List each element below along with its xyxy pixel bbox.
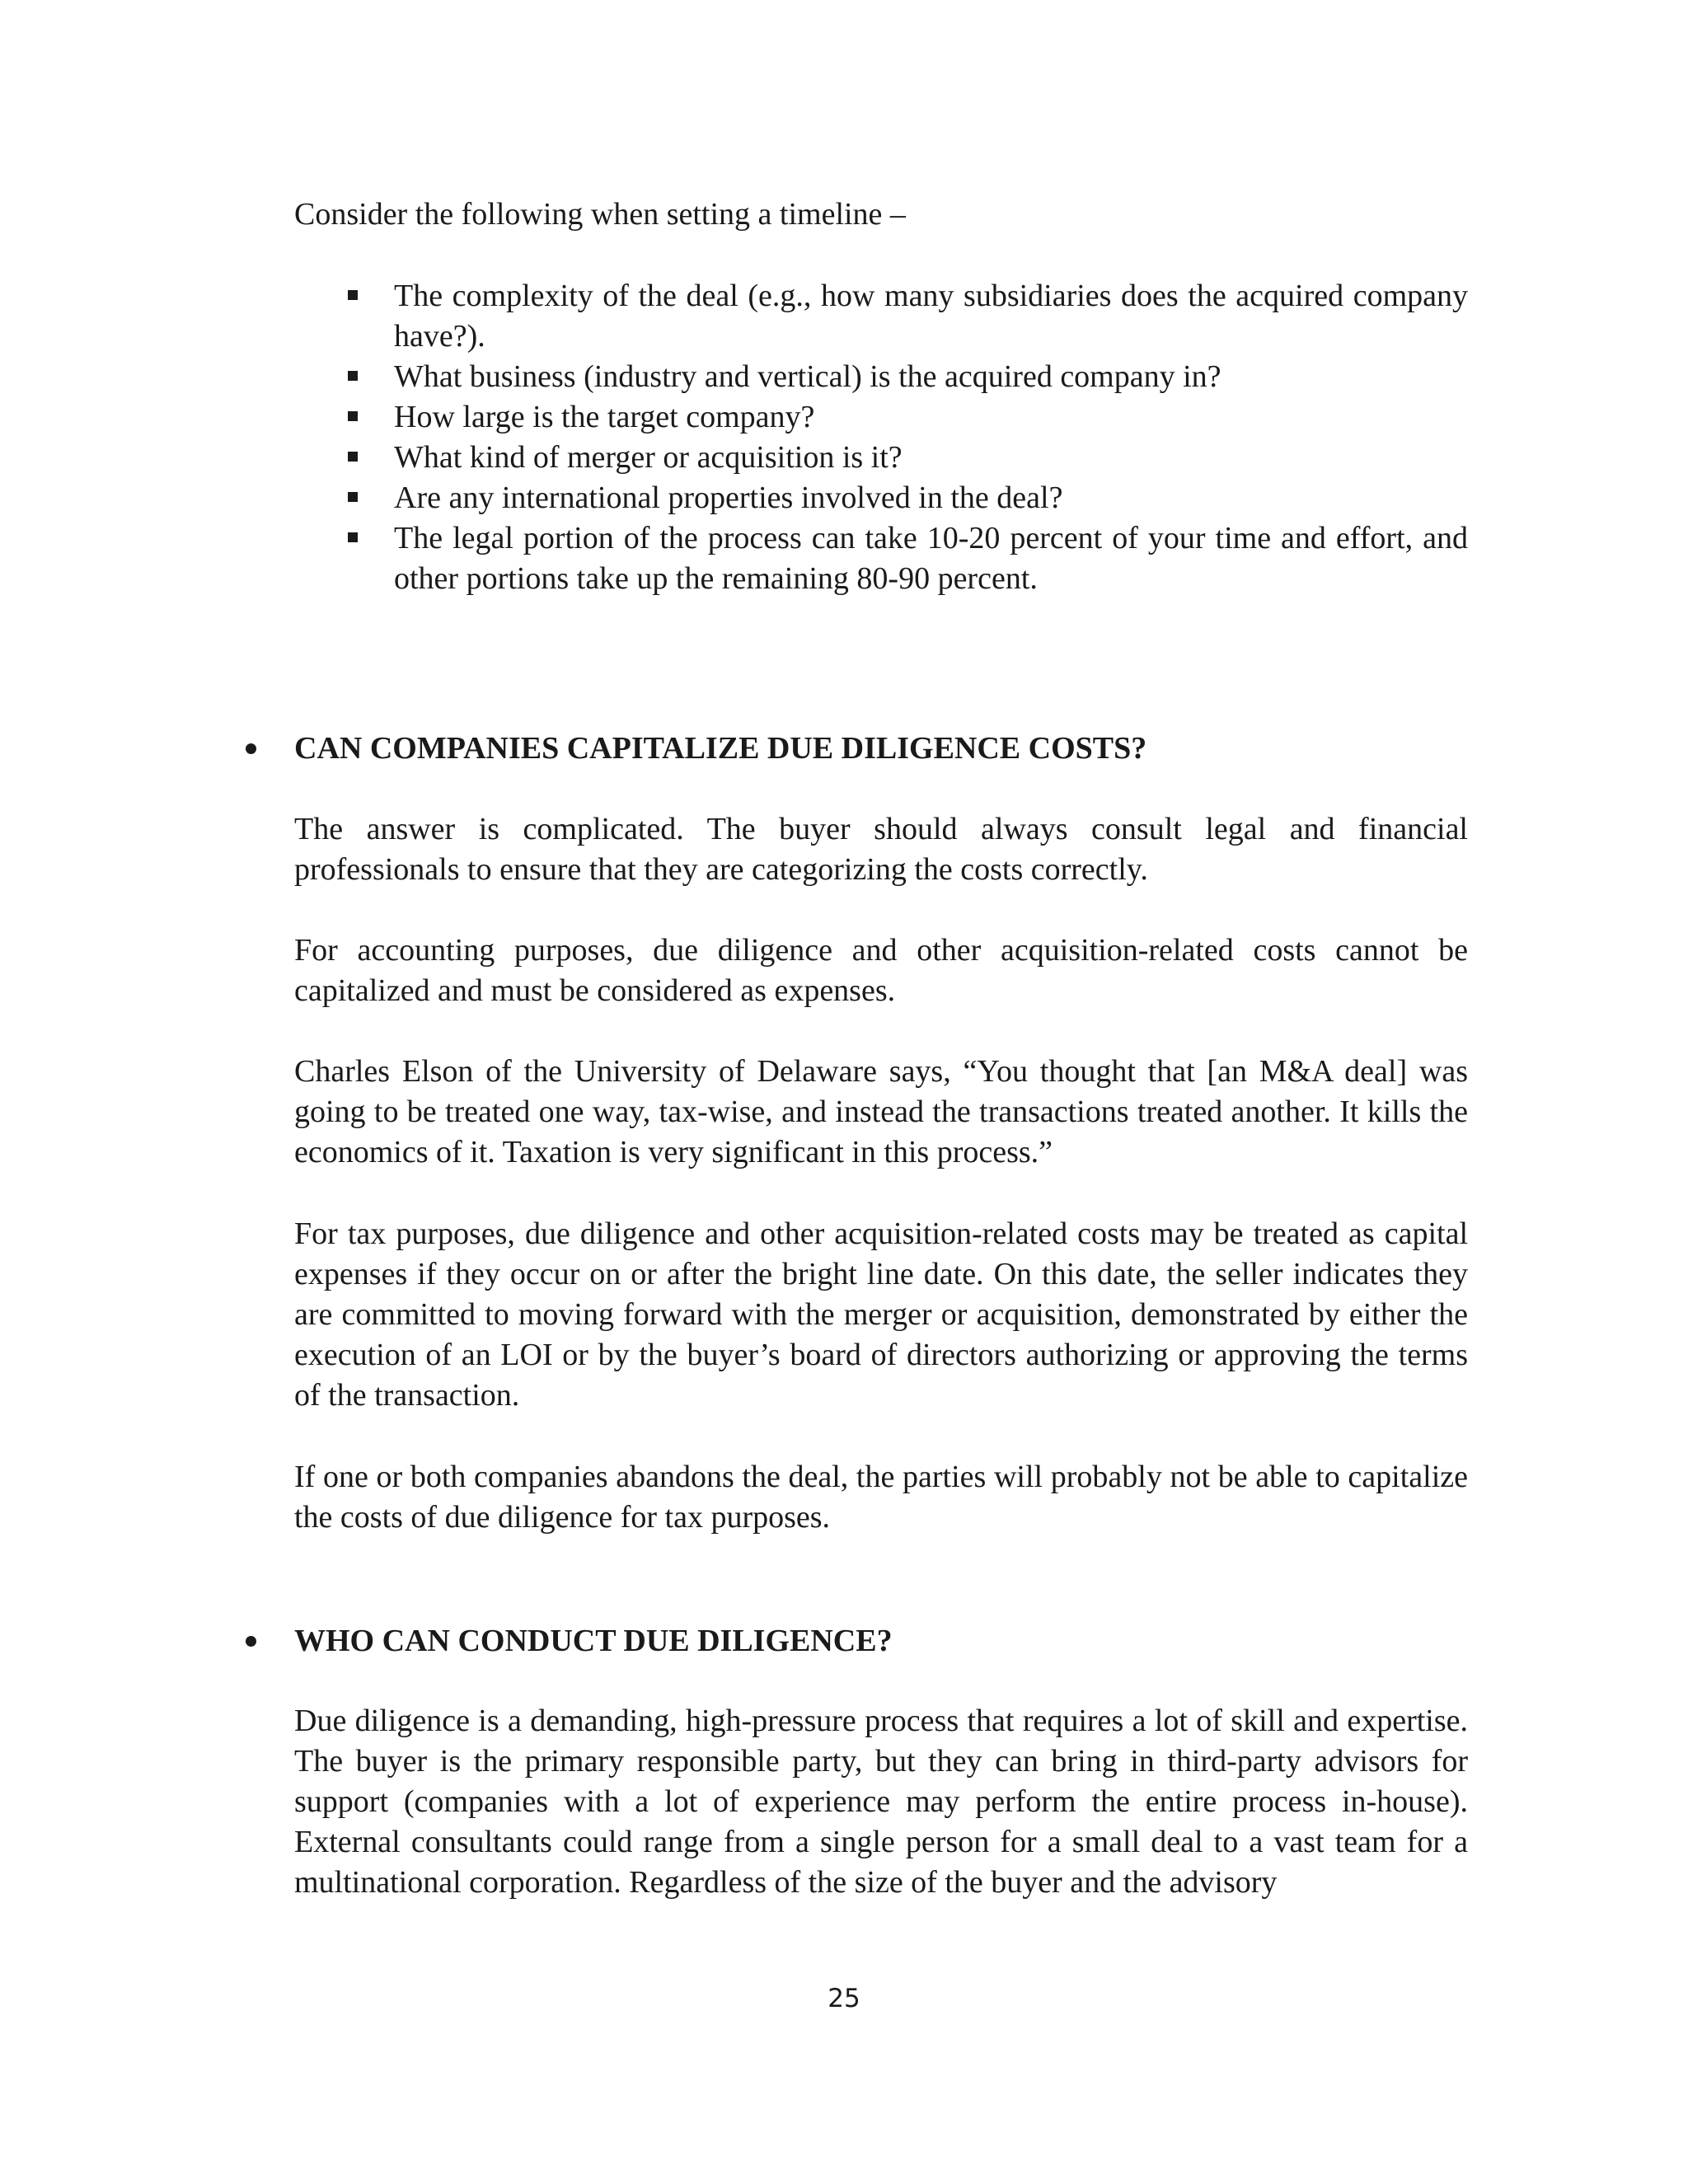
list-item-text: The complexity of the deal (e.g., how many subsidiaries does the acquired company have?). (394, 279, 1468, 354)
section-heading-who: WHO CAN CONDUCT DUE DILIGENCE? (294, 1624, 893, 1658)
list-item-text: What business (industry and vertical) is the acquired company in? (394, 359, 1221, 394)
timeline-factor-list (394, 276, 1468, 599)
list-item-text: What kind of merger or acquisition is it? (394, 440, 903, 475)
paragraph: Due diligence is a demanding, high-pressure process that requires a lot of skill and expertise. The buyer is the primary responsible party, but they can bring in third-party advisors for support (companies with a lot of experience may perform the entire process in-house). External consultants could range from a single person for a small deal to a vast team for a multinational corporation. Regardless of the size of the buyer and the advisory (294, 1704, 1468, 1900)
list-item (394, 478, 1468, 518)
page-number: 25 (828, 1984, 860, 2013)
section-heading-capitalize: CAN COMPANIES CAPITALIZE DUE DILIGENCE COSTS? (294, 731, 1147, 766)
list-item-text: Are any international properties involved in the deal? (394, 480, 1063, 515)
list-item-text: The legal portion of the process can take 10-20 percent of your time and effort, and other portions take up the remaining 80-90 percent. (394, 521, 1468, 596)
round-bullet-icon (246, 743, 256, 754)
list-item (394, 397, 1468, 438)
intro-paragraph: Consider the following when setting a timeline – (294, 197, 906, 232)
square-bullet-icon (348, 371, 358, 381)
square-bullet-icon (348, 452, 358, 462)
list-item (394, 276, 1468, 357)
paragraph: For accounting purposes, due diligence and other acquisition-related costs cannot be capitalized and must be considered as expenses. (294, 933, 1468, 1008)
list-item (394, 438, 1468, 478)
paragraph: Charles Elson of the University of Delaware says, “You thought that [an M&A deal] was going to be treated one way, tax-wise, and instead the transactions treated another. It kills the economics of it. Taxation is very significant in this process.” (294, 1054, 1468, 1169)
paragraph: For tax purposes, due diligence and other acquisition-related costs may be treated as capital expenses if they occur on or after the bright line date. On this date, the seller indicates they are committed to moving forward with the merger or acquisition, demonstrated by either the execution of an LOI or by the buyer’s board of directors authorizing or approving the terms of the transaction. (294, 1216, 1468, 1413)
square-bullet-icon (348, 290, 358, 300)
paragraph: If one or both companies abandons the deal, the parties will probably not be able to capitalize the costs of due diligence for tax purposes. (294, 1460, 1468, 1535)
round-bullet-icon (246, 1636, 256, 1647)
paragraph: The answer is complicated. The buyer should always consult legal and financial professionals to ensure that they are categorizing the costs correctly. (294, 812, 1468, 887)
list-item (394, 357, 1468, 397)
list-item-text: How large is the target company? (394, 400, 815, 434)
list-item (394, 518, 1468, 599)
square-bullet-icon (348, 411, 358, 421)
square-bullet-icon (348, 492, 358, 502)
square-bullet-icon (348, 532, 358, 542)
